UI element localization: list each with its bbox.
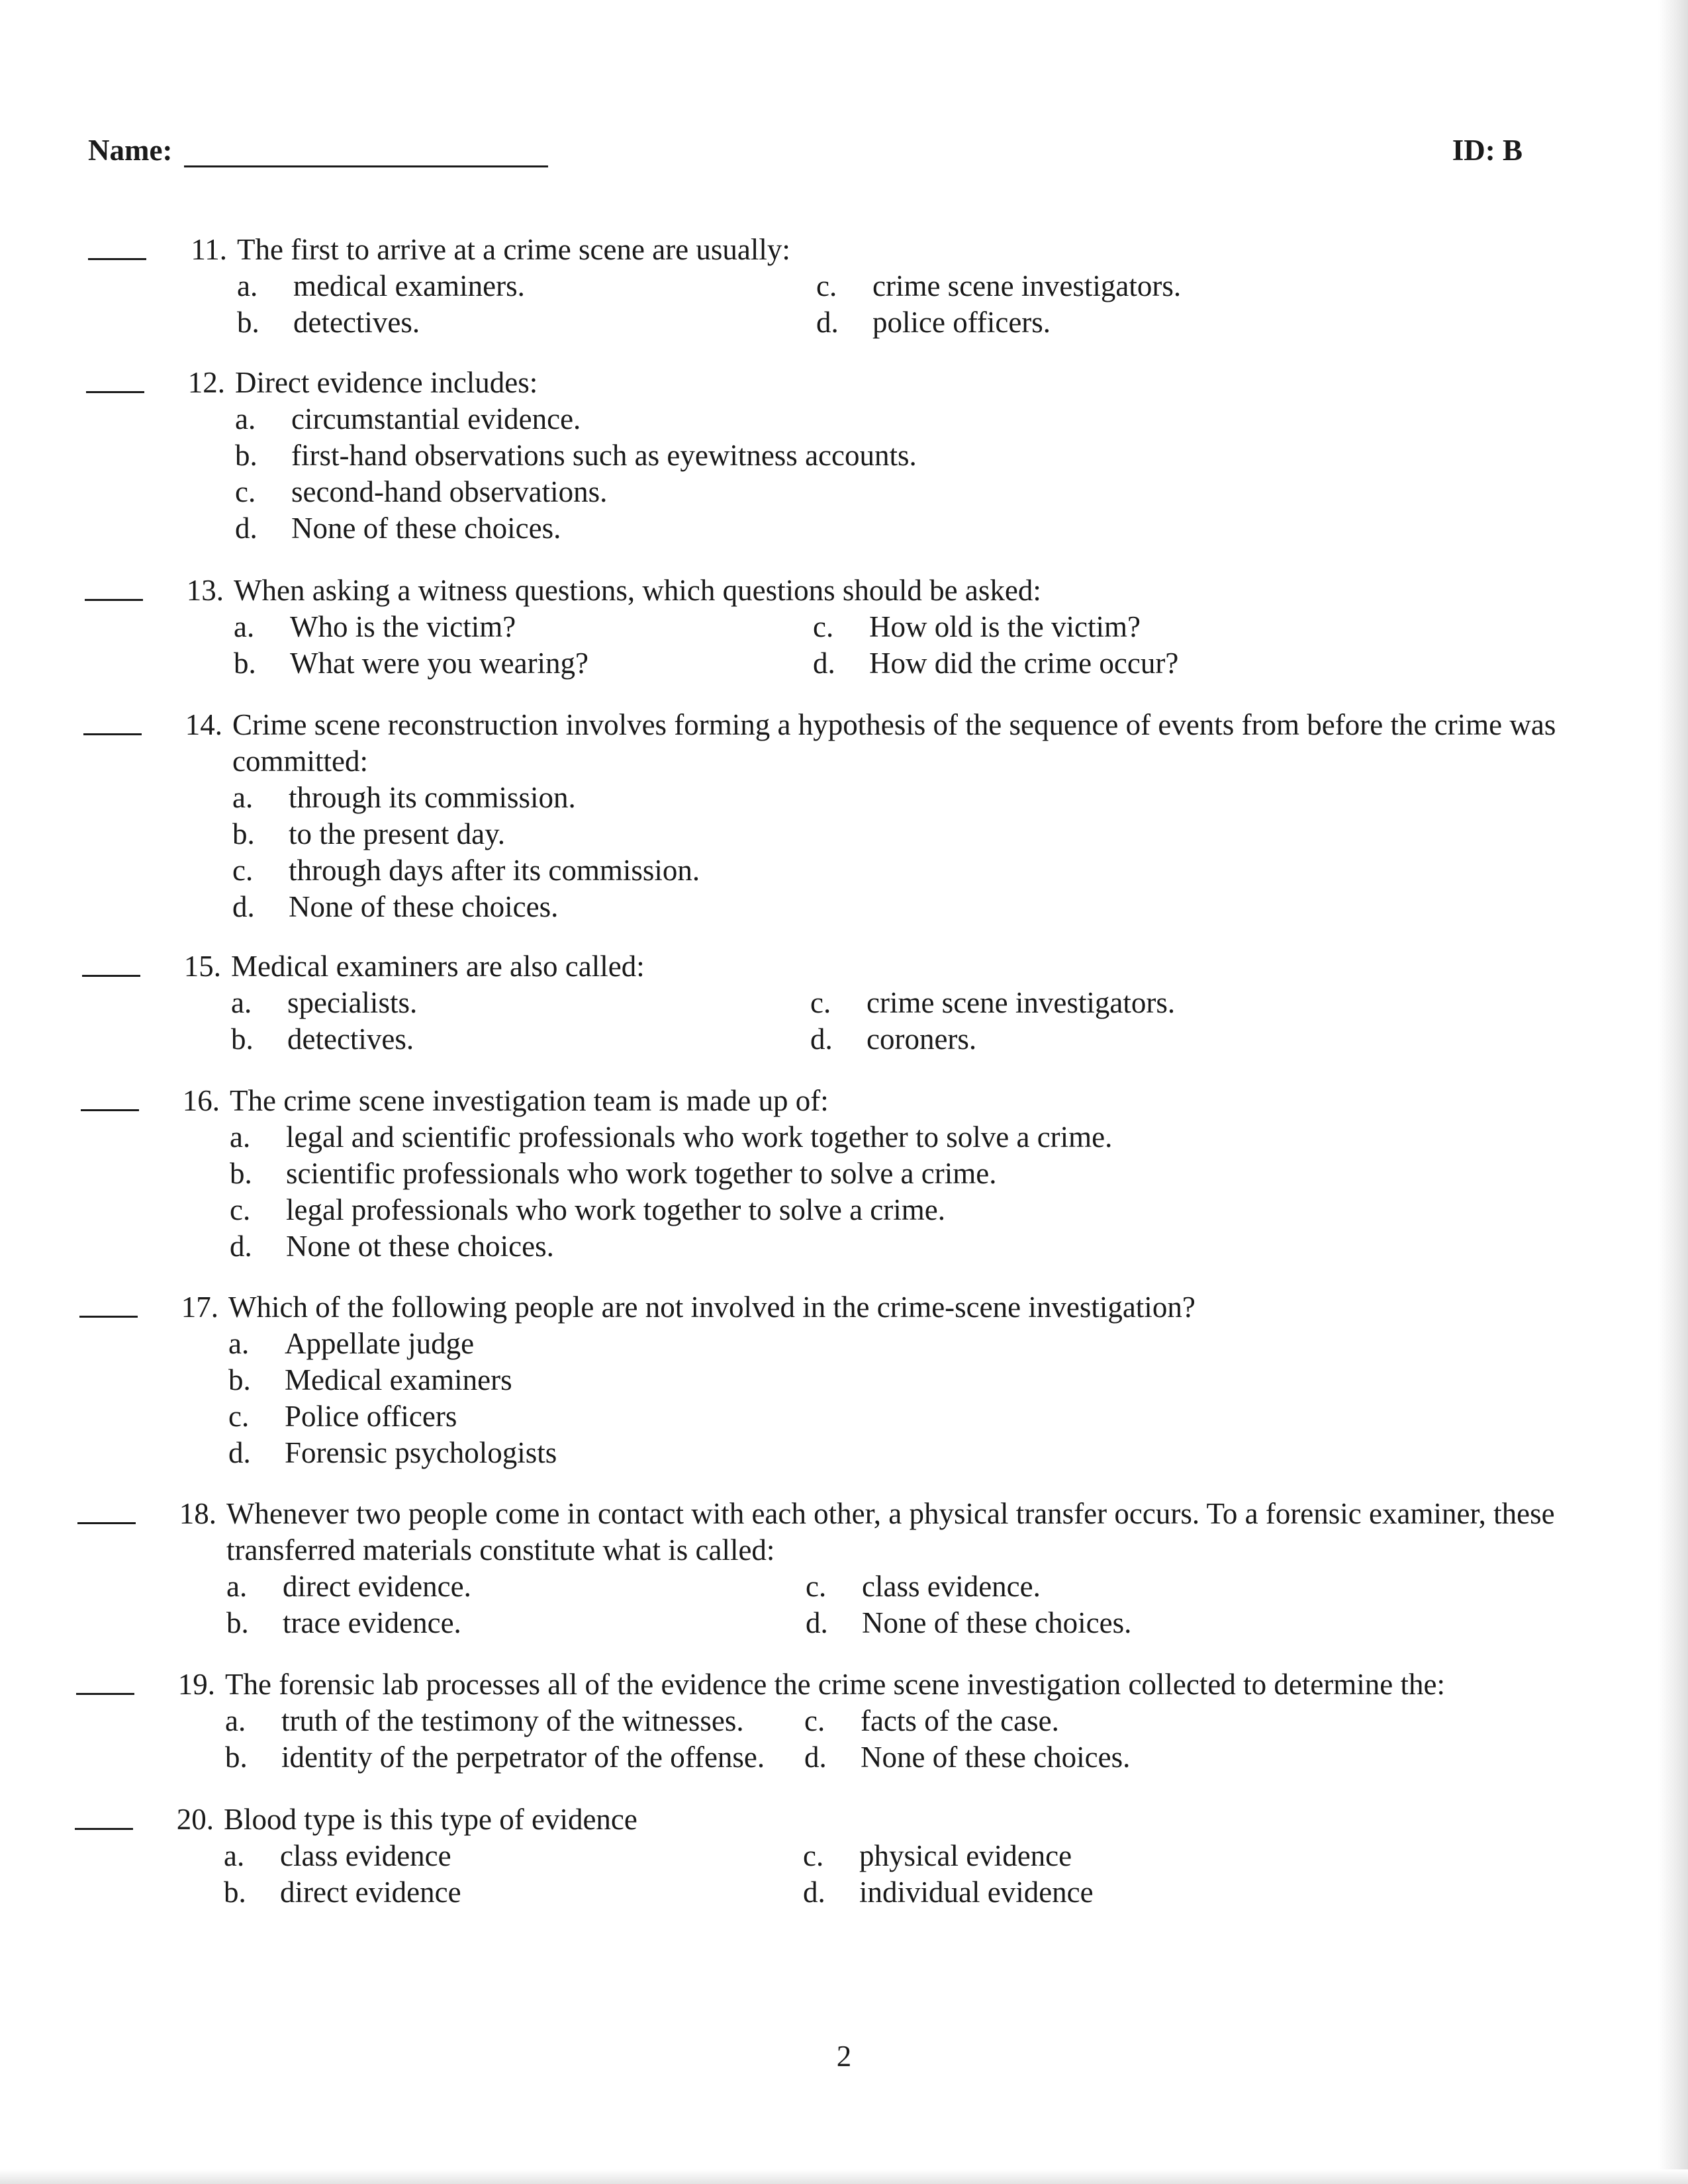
question-stem: Blood type is this type of evidence <box>224 1803 637 1836</box>
question-18: 18. Whenever two people come in contact with each other, a physical transfer occurs. To a forensic examiner, these transferred materials constitute what is called: a. direct evidence. b. trace evidence. c. class evidence. d. None of these choices. <box>77 1496 1567 1645</box>
question-stem: The first to arrive at a crime scene are usually: <box>237 233 790 266</box>
question-number: 18. <box>179 1497 216 1530</box>
question-stem: Crime scene reconstruction involves forming a hypothesis of the sequence of events from before the crime was committed: <box>232 708 1556 778</box>
question-stem: Medical examiners are also called: <box>231 950 645 983</box>
page-number: 2 <box>836 2040 852 2073</box>
answer-blank[interactable] <box>86 365 144 393</box>
question-number: 14. <box>185 708 222 741</box>
question-stem: Whenever two people come in contact with each other, a physical transfer occurs. To a forensic examiner, these transferred materials constitute what is called: <box>226 1497 1555 1567</box>
question-15: 15. Medical examiners are also called: a. specialists. b. detectives. c. crime scene investigators. d. coroners. <box>82 948 1571 1061</box>
question-11: 11. The first to arrive at a crime scene are usually: a. medical examiners. b. detectives. c. crime scene investigators. d. police officers. <box>88 232 1577 344</box>
question-17: 17. Which of the following people are not involved in the crime-scene investigation? a. Appellate judge b. Medical examiners c. Police officers d. Forensic psychologists <box>79 1289 1569 1475</box>
question-16: 16. The crime scene investigation team is made up of: a. legal and scientific professionals who work together to solve a crime. b. scientific professionals who work together to solve a crime. c. legal professionals who work together to solve a crime. d. None ot these choices. <box>81 1083 1570 1268</box>
page-header <box>88 126 1523 172</box>
answer-blank[interactable] <box>85 572 143 601</box>
question-number: 15. <box>183 950 221 983</box>
answer-blank[interactable] <box>79 1289 138 1318</box>
question-20: 20. Blood type is this type of evidence a. class evidence b. direct evidence c. physical evidence d. individual evidence <box>75 1801 1564 1914</box>
question-number: 13. <box>186 574 224 607</box>
question-stem: Direct evidence includes: <box>235 366 538 399</box>
answer-blank[interactable] <box>83 707 142 735</box>
answer-blank[interactable] <box>88 232 146 260</box>
question-stem: When asking a witness questions, which questions should be asked: <box>234 574 1041 607</box>
question-stem: The forensic lab processes all of the evidence the crime scene investigation collected to determine the: <box>225 1668 1446 1701</box>
answer-blank[interactable] <box>77 1496 136 1524</box>
question-14: 14. Crime scene reconstruction involves forming a hypothesis of the sequence of events from before the crime was committed: a. through its commission. b. to the present day. c. through days after its commission. d. None of these choices. <box>83 707 1573 925</box>
test-id: ID: B <box>1452 134 1523 167</box>
question-number: 12. <box>187 366 225 399</box>
question-12: 12. Direct evidence includes: a. circumstantial evidence. b. first-hand observations such as eyewitness accounts. c. second-hand observations. d. None of these choices. <box>86 365 1575 550</box>
question-19: 19. The forensic lab processes all of the evidence the crime scene investigation collected to determine the: a. truth of the testimony of the witnesses. b. identity of the perpetrator of the offense. c. facts of the case. d. None of these choices. <box>76 1666 1566 1779</box>
scan-edge-shadow <box>1658 0 1688 2184</box>
question-number: 11. <box>191 233 227 266</box>
name-field[interactable] <box>184 126 548 167</box>
question-stem: Which of the following people are not involved in the crime-scene investigation? <box>228 1291 1196 1324</box>
question-number: 17. <box>181 1291 218 1324</box>
answer-blank[interactable] <box>82 948 140 977</box>
question-stem: The crime scene investigation team is made up of: <box>230 1084 829 1117</box>
question-13: 13. When asking a witness questions, which questions should be asked: a. Who is the victim? b. What were you wearing? c. How old is the victim? d. How did the crime occur? <box>85 572 1574 685</box>
scan-bottom-shadow <box>0 2169 1688 2184</box>
answer-blank[interactable] <box>81 1083 139 1111</box>
name-label: Name: <box>88 134 173 167</box>
answer-blank[interactable] <box>76 1666 134 1695</box>
question-number: 19. <box>177 1668 215 1701</box>
question-number: 20. <box>176 1803 214 1836</box>
question-number: 16. <box>182 1084 220 1117</box>
answer-blank[interactable] <box>75 1801 133 1830</box>
